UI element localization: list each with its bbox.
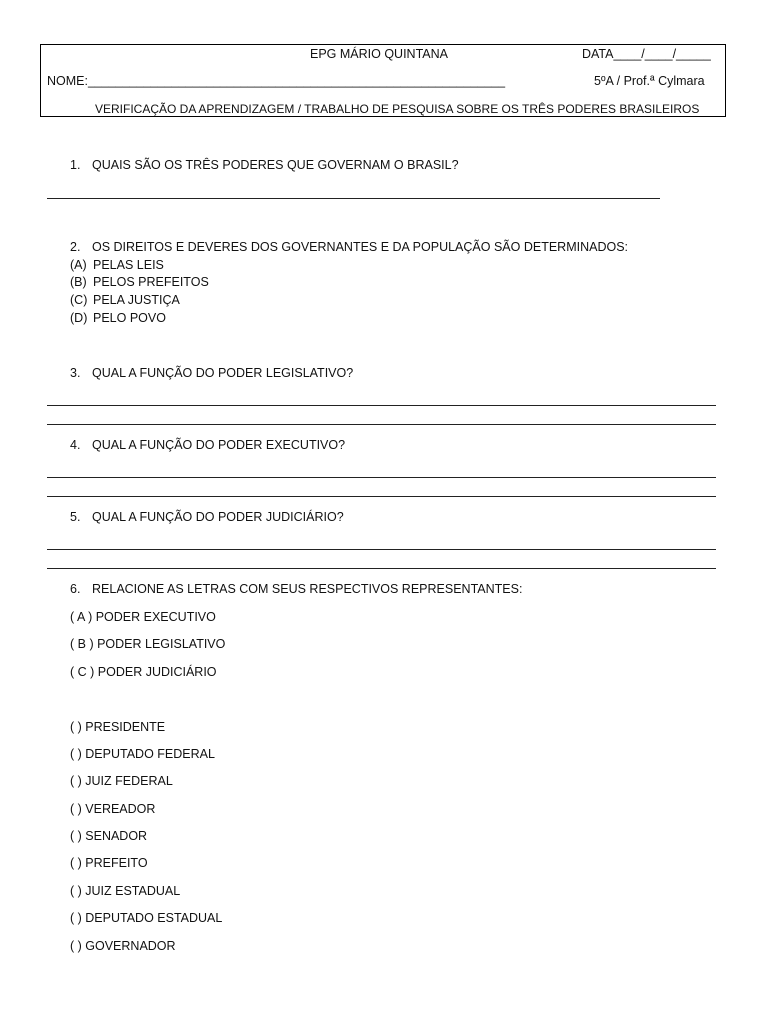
class-teacher: 5ºA / Prof.ª Cylmara [594, 74, 705, 88]
option-d[interactable] [70, 311, 166, 325]
name-field[interactable]: NOME:____________________________________________________________ [47, 74, 506, 88]
question-number: 3. [70, 366, 81, 380]
question-6 [70, 582, 522, 596]
power-legislative: ( B ) PODER LEGISLATIVO [70, 637, 226, 651]
match-item-senador[interactable]: ( ) SENADOR [70, 829, 148, 843]
answer-line[interactable] [47, 549, 716, 550]
school-name: EPG MÁRIO QUINTANA [310, 47, 448, 61]
answer-line[interactable] [47, 568, 716, 569]
question-4 [70, 438, 345, 452]
question-5 [70, 510, 344, 524]
match-item-governador[interactable]: ( ) GOVERNADOR [70, 939, 176, 953]
match-item-prefeito[interactable]: ( ) PREFEITO [70, 856, 148, 870]
option-letter: (D) [70, 311, 88, 325]
power-executive: ( A ) PODER EXECUTIVO [70, 610, 216, 624]
question-text: OS DIREITOS E DEVERES DOS GOVERNANTES E DA POPULAÇÃO SÃO DETERMINADOS: [92, 240, 628, 254]
match-item-juiz-estadual[interactable]: ( ) JUIZ ESTADUAL [70, 884, 181, 898]
question-text: QUAL A FUNÇÃO DO PODER JUDICIÁRIO? [92, 510, 344, 524]
question-number: 5. [70, 510, 81, 524]
match-item-juiz-federal[interactable]: ( ) JUIZ FEDERAL [70, 774, 173, 788]
worksheet-subtitle: VERIFICAÇÃO DA APRENDIZAGEM / TRABALHO DE PESQUISA SOBRE OS TRÊS PODERES BRASILEIROS [95, 102, 700, 116]
match-item-vereador[interactable]: ( ) VEREADOR [70, 802, 156, 816]
option-text: PELO POVO [93, 311, 166, 325]
question-text: QUAIS SÃO OS TRÊS PODERES QUE GOVERNAM O BRASIL? [92, 158, 459, 172]
power-judiciary: ( C ) PODER JUDICIÁRIO [70, 665, 217, 679]
answer-line[interactable] [47, 424, 716, 425]
date-field[interactable]: DATA____/____/_____ [582, 47, 711, 61]
answer-line[interactable] [47, 496, 716, 497]
option-c[interactable] [70, 293, 180, 307]
question-number: 1. [70, 158, 81, 172]
answer-line[interactable] [47, 405, 716, 406]
match-item-deputado-estadual[interactable]: ( ) DEPUTADO ESTADUAL [70, 911, 223, 925]
question-number: 2. [70, 240, 81, 254]
question-number: 6. [70, 582, 81, 596]
match-item-presidente[interactable]: ( ) PRESIDENTE [70, 720, 166, 734]
option-letter: (A) [70, 258, 87, 272]
match-item-deputado-federal[interactable]: ( ) DEPUTADO FEDERAL [70, 747, 215, 761]
option-b[interactable] [70, 275, 209, 289]
question-text: QUAL A FUNÇÃO DO PODER EXECUTIVO? [92, 438, 346, 452]
question-3 [70, 366, 353, 380]
question-number: 4. [70, 438, 81, 452]
option-text: PELOS PREFEITOS [93, 275, 209, 289]
answer-line[interactable] [47, 477, 716, 478]
option-letter: (B) [70, 275, 87, 289]
option-text: PELAS LEIS [93, 258, 164, 272]
question-2 [70, 240, 628, 254]
option-letter: (C) [70, 293, 88, 307]
option-text: PELA JUSTIÇA [93, 293, 180, 307]
question-text: RELACIONE AS LETRAS COM SEUS RESPECTIVOS REPRESENTANTES: [92, 582, 523, 596]
question-1 [70, 158, 459, 172]
answer-line[interactable] [47, 198, 660, 199]
question-text: QUAL A FUNÇÃO DO PODER LEGISLATIVO? [92, 366, 354, 380]
option-a[interactable] [70, 258, 164, 272]
